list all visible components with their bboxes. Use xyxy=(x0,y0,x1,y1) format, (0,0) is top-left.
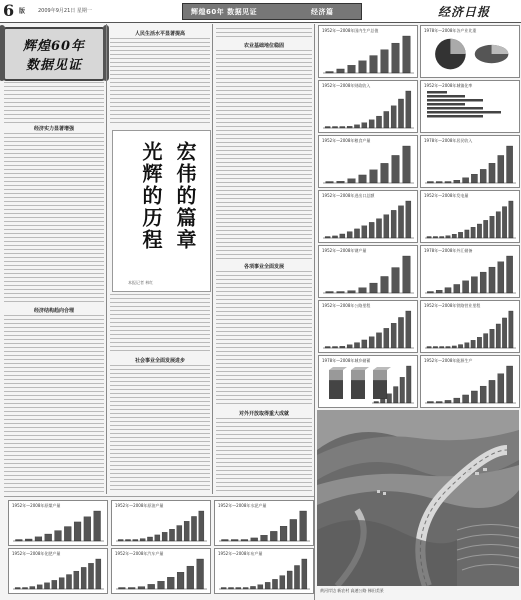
chart-bar xyxy=(498,374,504,403)
chart-bar xyxy=(177,526,182,541)
landscape-photo xyxy=(317,410,519,586)
stat-chart xyxy=(111,548,211,594)
chart-bar xyxy=(52,580,57,589)
stat-chart xyxy=(420,135,520,188)
chart-bar xyxy=(30,587,35,589)
chart-bar xyxy=(369,337,374,348)
chart-bar xyxy=(393,387,398,403)
chart-bar xyxy=(362,340,367,348)
chart-bar xyxy=(270,531,277,541)
chart-bar xyxy=(340,346,345,348)
chart-bar xyxy=(45,534,52,541)
chart-bar xyxy=(454,284,460,293)
chart-title: 1978年—2008年城乡储蓄 xyxy=(322,358,371,363)
page-number: 6 xyxy=(3,1,15,20)
chart-bar xyxy=(471,227,475,238)
chart-bar xyxy=(55,531,62,541)
chart-bar xyxy=(507,256,513,293)
chart-title: 1952年—2008年粮食产量 xyxy=(322,138,371,143)
chart-bar xyxy=(155,535,160,541)
chart-bar xyxy=(496,324,500,348)
section-banner xyxy=(182,3,362,20)
chart-bar xyxy=(436,290,442,293)
banner-left-text: 辉煌60年 数据见证 xyxy=(191,8,258,16)
chart-bar xyxy=(445,288,451,293)
body-text-block xyxy=(4,133,104,305)
chart-plot xyxy=(421,191,519,242)
chart-bar xyxy=(25,539,32,541)
chart-bar xyxy=(138,587,145,589)
chart-bar xyxy=(384,328,389,348)
body-text-block xyxy=(110,294,210,354)
chart-bar xyxy=(509,201,513,238)
chart-bar xyxy=(340,234,345,238)
chart-plot xyxy=(9,549,107,593)
subhead-5: 农业基础地位稳固 xyxy=(216,42,312,49)
chart-plot xyxy=(421,136,519,187)
chart-bar xyxy=(347,126,352,128)
chart-bar xyxy=(35,537,42,541)
chart-title: 1952年—2008年国内生产总值 xyxy=(322,28,379,33)
feature-title-box xyxy=(112,130,211,292)
subhead-1: 经济实力显著增强 xyxy=(4,125,104,132)
chart-bar xyxy=(489,267,495,293)
page-header xyxy=(0,0,521,23)
chart-bar xyxy=(392,268,400,293)
page-label: 版 xyxy=(19,8,26,15)
chart-bar xyxy=(454,180,460,183)
chart-bar xyxy=(337,69,345,73)
chart-bar xyxy=(427,107,483,110)
chart-bar xyxy=(502,318,506,348)
chart-bar xyxy=(489,380,495,403)
chart-bar xyxy=(427,115,483,118)
landscape-photo-image xyxy=(317,410,519,586)
column-rule xyxy=(106,24,107,494)
chart-bar xyxy=(480,272,486,293)
subhead-2: 经济结构趋向合理 xyxy=(4,307,104,314)
body-text-block xyxy=(216,50,312,260)
chart-title: 1952年—2008年原油产量 xyxy=(115,503,164,508)
stat-chart xyxy=(318,190,418,243)
chart-bar xyxy=(294,565,299,589)
chart-plot xyxy=(421,81,519,132)
stat-chart xyxy=(420,80,520,133)
chart-title: 1978年—2008年外汇储备 xyxy=(424,248,473,253)
banner-right-text: 经济篇 xyxy=(311,8,334,16)
chart-bar xyxy=(463,281,469,293)
chart-bar xyxy=(354,229,359,238)
chart-plot xyxy=(319,26,417,77)
chart-bar xyxy=(380,399,385,403)
chart-bar xyxy=(381,50,389,73)
stat-chart xyxy=(8,500,108,546)
stat-chart xyxy=(214,548,314,594)
chart-bar xyxy=(184,521,189,541)
chart-bar xyxy=(290,519,297,541)
chart-bar xyxy=(347,345,352,348)
chart-plot xyxy=(319,191,417,242)
chart-bar xyxy=(347,232,352,238)
chart-bar xyxy=(406,91,411,128)
pie-slice xyxy=(450,39,465,54)
masthead-logo: 经济日报 xyxy=(438,5,491,19)
chart-bar xyxy=(398,317,403,348)
chart-bar xyxy=(162,532,167,541)
chart-bar xyxy=(287,571,292,589)
chart-bar xyxy=(158,581,165,589)
chart-bar xyxy=(465,343,469,348)
subhead-7: 对外开放取得重大成就 xyxy=(216,410,312,417)
chart-bar xyxy=(477,224,481,238)
stat-chart xyxy=(214,500,314,546)
feature-title-col1: 宏伟的篇章 xyxy=(173,141,197,251)
chart-bar xyxy=(446,236,450,238)
chart-bar xyxy=(354,343,359,348)
chart-title: 1952年—2008年汽车产量 xyxy=(115,551,164,556)
chart-bar xyxy=(359,61,367,73)
chart-plot xyxy=(319,136,417,187)
chart-bar xyxy=(384,111,389,128)
chart-bar xyxy=(445,400,451,403)
chart-bar xyxy=(498,262,504,293)
stat-chart xyxy=(318,25,418,78)
body-text-block xyxy=(4,315,104,493)
chart-bar xyxy=(427,91,447,94)
chart-bar xyxy=(376,333,381,348)
body-text-block xyxy=(110,38,210,126)
chart-plot xyxy=(9,501,107,545)
stat-chart xyxy=(420,300,520,353)
chart-bar xyxy=(140,539,145,541)
chart-bar-top xyxy=(373,367,391,370)
chart-bar xyxy=(427,111,501,114)
chart-bar xyxy=(96,559,101,589)
chart-bar xyxy=(509,311,513,348)
feature-title-col2: 光辉的历程 xyxy=(139,141,163,251)
chart-bar xyxy=(84,517,91,541)
chart-bar xyxy=(44,583,49,589)
chart-bar xyxy=(391,106,396,128)
chart-bar-top xyxy=(351,367,369,370)
chart-bar xyxy=(272,579,277,589)
chart-bar xyxy=(398,206,403,238)
chart-bar xyxy=(391,210,396,238)
chart-bar xyxy=(507,366,513,403)
stat-chart xyxy=(318,80,418,133)
chart-bar xyxy=(454,398,460,403)
chart-bar-segment xyxy=(373,370,387,380)
chart-title: 1952年—2008年进出口总额 xyxy=(322,193,375,198)
chart-bar xyxy=(403,146,411,183)
body-text-block xyxy=(4,82,104,124)
chart-bar xyxy=(406,366,411,403)
chart-bar xyxy=(427,103,465,106)
chart-bar xyxy=(403,256,411,293)
chart-bar xyxy=(400,377,405,403)
chart-bar xyxy=(452,234,456,238)
chart-bar xyxy=(250,586,255,589)
subhead-6: 各项事业全面发展 xyxy=(216,263,312,270)
stat-chart xyxy=(111,500,211,546)
chart-plot xyxy=(215,549,313,593)
chart-bar-top xyxy=(329,367,347,370)
stat-chart xyxy=(420,245,520,298)
chart-bar-segment xyxy=(329,370,343,380)
chart-bar xyxy=(391,323,396,348)
chart-bar xyxy=(265,582,270,589)
chart-bar xyxy=(369,120,374,128)
chart-bar xyxy=(384,215,389,238)
chart-bar xyxy=(348,65,356,73)
chart-bar xyxy=(148,584,155,589)
chart-title: 1952年—2008年钢产量 xyxy=(322,248,367,253)
chart-bar xyxy=(147,537,152,541)
chart-bar xyxy=(496,212,500,238)
chart-bar xyxy=(261,535,268,541)
chart-bar xyxy=(197,559,204,589)
chart-bar xyxy=(484,334,488,348)
column-rule xyxy=(212,24,213,494)
chart-title: 1952年—2008年城镇化率 xyxy=(424,83,473,88)
photo-caption: 黄河岸边 新农村 高速公路 梯田美景 xyxy=(320,588,384,593)
stat-chart xyxy=(318,245,418,298)
chart-title: 1978年—2008年各产业比重 xyxy=(424,28,477,33)
chart-bar xyxy=(406,201,411,238)
chart-bar xyxy=(480,386,486,403)
chart-plot xyxy=(421,301,519,352)
chart-bar xyxy=(502,207,506,238)
stat-chart xyxy=(420,190,520,243)
subhead-3: 人民生活水平显著提高 xyxy=(110,30,210,37)
chart-bar xyxy=(381,276,389,293)
pie-slice xyxy=(492,45,509,54)
chart-title: 1952年—2008年公路里程 xyxy=(322,303,371,308)
chart-bar xyxy=(258,585,263,589)
chart-bar xyxy=(463,178,469,183)
chart-bar xyxy=(489,163,495,183)
chart-bar xyxy=(88,563,93,589)
column-rule xyxy=(314,24,315,600)
stat-chart xyxy=(8,548,108,594)
chart-bar xyxy=(471,277,477,293)
chart-bar xyxy=(477,337,481,348)
chart-bar xyxy=(463,395,469,403)
chart-plot xyxy=(319,301,417,352)
chart-bar xyxy=(251,538,258,541)
subhead-4: 社会事业全面发展进步 xyxy=(110,357,210,364)
chart-bar xyxy=(94,511,101,541)
chart-bar xyxy=(59,578,64,589)
chart-title: 1952年—2008年化肥产量 xyxy=(12,551,61,556)
chart-bar xyxy=(406,311,411,348)
chart-bar xyxy=(66,575,71,589)
chart-plot xyxy=(421,246,519,297)
chart-bar xyxy=(471,174,477,183)
scroll-title-line1: 辉煌60年 xyxy=(22,39,86,54)
chart-bar xyxy=(167,577,174,589)
chart-bar-segment xyxy=(351,370,365,380)
chart-bar xyxy=(362,226,367,238)
chart-bar xyxy=(369,222,374,238)
chart-plot xyxy=(319,81,417,132)
chart-bar xyxy=(354,125,359,128)
chart-bar xyxy=(392,43,400,73)
chart-bar xyxy=(490,329,494,348)
chart-bar xyxy=(452,346,456,348)
chart-bar xyxy=(471,340,475,348)
chart-bar xyxy=(359,288,367,293)
chart-bar xyxy=(465,230,469,238)
chart-bar xyxy=(427,95,465,98)
chart-bar xyxy=(398,99,403,128)
chart-bar xyxy=(199,511,204,541)
chart-bar xyxy=(370,170,378,183)
chart-plot xyxy=(112,549,210,593)
chart-bar xyxy=(403,36,411,73)
chart-bar xyxy=(81,567,86,589)
body-text-block xyxy=(216,418,312,494)
chart-bar xyxy=(376,116,381,128)
chart-bar xyxy=(348,291,356,293)
chart-bar xyxy=(64,527,71,541)
chart-plot xyxy=(319,246,417,297)
chart-bar xyxy=(37,585,42,589)
body-text-block xyxy=(110,365,210,493)
chart-bar xyxy=(490,216,494,238)
chart-bar xyxy=(458,345,462,348)
chart-title: 1952年—2008年原煤产量 xyxy=(12,503,61,508)
chart-plot xyxy=(319,356,417,407)
chart-title: 1952年—2008年布产量 xyxy=(218,551,263,556)
body-text-block xyxy=(216,28,312,40)
chart-plot xyxy=(421,26,519,77)
chart-bar xyxy=(471,391,477,403)
stat-chart xyxy=(420,355,520,408)
chart-bar xyxy=(191,516,196,541)
chart-plot xyxy=(215,501,313,545)
chart-bar xyxy=(177,572,184,589)
chart-bar xyxy=(387,394,392,403)
stat-chart xyxy=(420,25,520,78)
chart-title: 1952年—2008年铁路营业里程 xyxy=(424,303,481,308)
chart-bar xyxy=(376,219,381,238)
stat-chart xyxy=(318,355,418,408)
chart-plot xyxy=(112,501,210,545)
chart-bar xyxy=(359,175,367,183)
chart-bar xyxy=(169,529,174,541)
byline: 本报记者 林红 xyxy=(128,280,154,285)
divider xyxy=(4,496,314,498)
chart-bar xyxy=(498,155,504,183)
chart-bar xyxy=(458,232,462,238)
chart-bar xyxy=(507,146,513,183)
chart-bar xyxy=(362,123,367,128)
issue-date: 2009年9月21日 星期一 xyxy=(38,8,92,14)
chart-title: 1952年—2008年发电量 xyxy=(424,193,469,198)
stat-chart xyxy=(318,300,418,353)
chart-bar xyxy=(332,236,337,238)
chart-title: 1952年—2008年能源生产 xyxy=(424,358,473,363)
chart-bar xyxy=(370,283,378,293)
chart-bar xyxy=(480,169,486,183)
chart-bar xyxy=(427,99,483,102)
scroll-title-plaque xyxy=(3,27,105,81)
chart-bar xyxy=(280,526,287,541)
chart-bar xyxy=(74,571,79,589)
chart-bar xyxy=(74,522,81,541)
chart-bar xyxy=(370,56,378,73)
scroll-title-line2: 数据见证 xyxy=(25,58,82,73)
chart-title: 1952年—2008年财政收入 xyxy=(322,83,371,88)
chart-bar xyxy=(300,511,307,541)
body-text-block xyxy=(216,271,312,407)
chart-bar xyxy=(280,576,285,589)
chart-bar xyxy=(484,220,488,238)
chart-bar xyxy=(187,566,194,589)
chart-bar xyxy=(348,179,356,183)
chart-title: 1978年—2008年居民收入 xyxy=(424,138,473,143)
stat-chart xyxy=(318,135,418,188)
chart-bar xyxy=(392,155,400,183)
chart-title: 1952年—2008年水泥产量 xyxy=(218,503,267,508)
chart-bar xyxy=(337,181,345,183)
chart-bar xyxy=(302,559,307,589)
chart-plot xyxy=(421,356,519,407)
chart-bar xyxy=(381,163,389,183)
